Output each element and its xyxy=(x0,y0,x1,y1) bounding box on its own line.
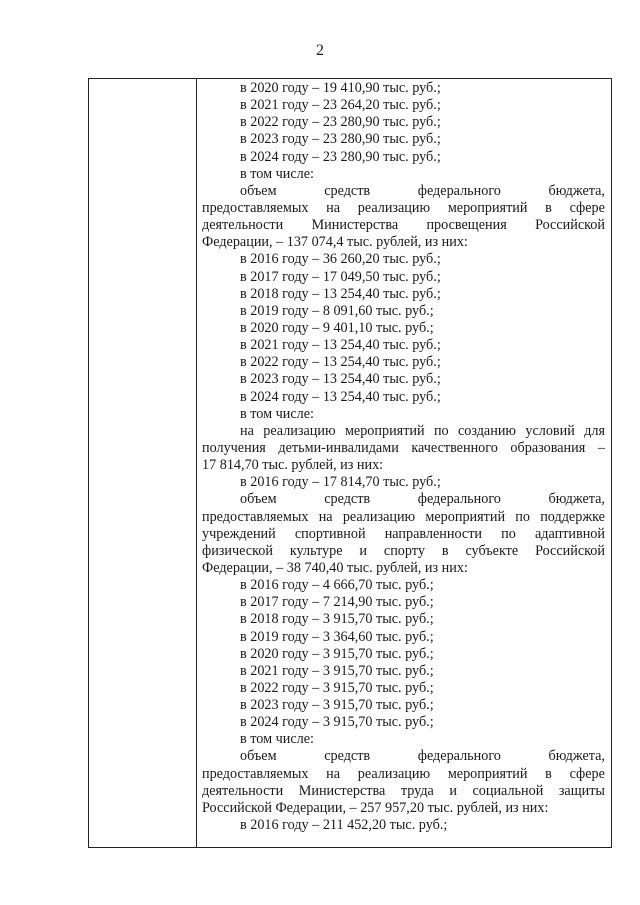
text-line xyxy=(197,491,605,508)
text-line: в 2018 году – 3 915,70 тыс. руб.; xyxy=(240,611,434,628)
word: мероприятий xyxy=(447,765,528,782)
word: федерального xyxy=(417,748,501,765)
word: для xyxy=(584,422,605,439)
word: объем xyxy=(240,182,277,199)
word: мероприятий xyxy=(425,508,506,525)
word: спорту xyxy=(383,542,425,559)
text-line: в 2022 году – 3 915,70 тыс. руб.; xyxy=(240,679,434,696)
text-line xyxy=(197,200,605,217)
word: детьми-инвалидами xyxy=(278,439,399,456)
word: труда xyxy=(400,782,434,799)
word: физической xyxy=(202,542,273,559)
word: бюджета, xyxy=(548,182,605,199)
text-line: в 2023 году – 23 280,90 тыс. руб.; xyxy=(240,131,441,148)
word: созданию xyxy=(457,422,517,439)
word: в xyxy=(545,199,552,216)
table-left-column xyxy=(89,79,197,847)
word: адаптивной xyxy=(535,525,605,542)
word: спортивной xyxy=(294,525,366,542)
page-number: 2 xyxy=(316,42,324,59)
word: предоставляемых xyxy=(202,508,309,525)
text-line xyxy=(197,509,605,526)
text-line: в 2021 году – 23 264,20 тыс. руб.; xyxy=(240,97,441,114)
text-line: в 2017 году – 7 214,90 тыс. руб.; xyxy=(240,594,434,611)
text-line: в 2017 году – 17 049,50 тыс. руб.; xyxy=(240,268,441,285)
word: – xyxy=(597,439,605,456)
text-line: в 2020 году – 19 410,90 тыс. руб.; xyxy=(240,80,441,96)
word: федерального xyxy=(417,182,501,199)
word: субъекте xyxy=(465,542,519,559)
word: по xyxy=(515,508,530,525)
text-line xyxy=(197,440,605,457)
word: деятельности xyxy=(202,217,284,234)
word: условий xyxy=(525,422,575,439)
word: просвещения xyxy=(426,217,507,234)
text-line: в том числе: xyxy=(240,405,314,422)
word: Российской xyxy=(535,542,605,559)
word: качественного xyxy=(411,439,498,456)
text-line: в 2024 году – 13 254,40 тыс. руб.; xyxy=(240,388,441,405)
word: на xyxy=(240,422,254,439)
text-line xyxy=(197,783,605,800)
word: поддержке xyxy=(540,508,605,525)
word: Министерства xyxy=(298,782,386,799)
word: и xyxy=(359,542,368,559)
text-line xyxy=(197,543,605,560)
word: федерального xyxy=(417,491,501,508)
word: деятельности xyxy=(202,782,284,799)
text-line xyxy=(197,423,605,440)
word: направленности xyxy=(384,525,482,542)
text-line: в 2016 году – 17 814,70 тыс. руб.; xyxy=(240,474,441,491)
text-line: в том числе: xyxy=(240,731,314,748)
word: мероприятий xyxy=(344,422,425,439)
word: Министерства xyxy=(311,217,399,234)
text-line: в 2024 году – 23 280,90 тыс. руб.; xyxy=(240,148,441,165)
word: учреждений xyxy=(202,525,276,542)
text-line: Федерации, – 38 740,40 тыс. рублей, из них: xyxy=(202,559,468,576)
word: бюджета, xyxy=(548,491,605,508)
text-line: в 2022 году – 13 254,40 тыс. руб.; xyxy=(240,354,441,371)
word: на xyxy=(326,199,341,216)
word: по xyxy=(501,525,516,542)
word: Российской xyxy=(535,217,605,234)
word: предоставляемых xyxy=(202,765,309,782)
word: бюджета, xyxy=(548,748,605,765)
text-line xyxy=(197,526,605,543)
text-line: в 2023 году – 13 254,40 тыс. руб.; xyxy=(240,371,441,388)
text-line: в 2023 году – 3 915,70 тыс. руб.; xyxy=(240,697,434,714)
text-line: в 2020 году – 9 401,10 тыс. руб.; xyxy=(240,319,434,336)
text-line: в 2016 году – 4 666,70 тыс. руб.; xyxy=(240,577,434,594)
text-line: в 2020 году – 3 915,70 тыс. руб.; xyxy=(240,645,434,662)
text-line: в 2016 году – 211 452,20 тыс. руб.; xyxy=(240,817,448,834)
word: сфере xyxy=(569,199,605,216)
word: защиты xyxy=(558,782,605,799)
text-line: в 2016 году – 36 260,20 тыс. руб.; xyxy=(240,251,441,268)
word: на xyxy=(326,765,341,782)
text-line: Федерации, – 137 074,4 тыс. рублей, из них: xyxy=(202,234,468,251)
text-line xyxy=(197,217,605,234)
word: в xyxy=(441,542,449,559)
text-line: в 2019 году – 8 091,60 тыс. руб.; xyxy=(240,302,434,319)
document-table xyxy=(88,78,612,848)
word: по xyxy=(433,422,449,439)
word: реализацию xyxy=(342,508,416,525)
text-line: в 2018 году – 13 254,40 тыс. руб.; xyxy=(240,285,441,302)
word: культуре xyxy=(289,542,343,559)
text-line: в 2021 году – 3 915,70 тыс. руб.; xyxy=(240,662,434,679)
word: объем xyxy=(240,748,277,765)
text-line: в 2024 году – 3 915,70 тыс. руб.; xyxy=(240,714,434,731)
text-line xyxy=(197,183,605,200)
word: средств xyxy=(324,182,371,199)
word: сфере xyxy=(569,765,605,782)
text-line: Российской Федерации, – 257 957,20 тыс. рублей, из них: xyxy=(202,799,549,816)
text-line: в том числе: xyxy=(240,165,314,182)
word: социальной xyxy=(472,782,544,799)
word: в xyxy=(545,765,552,782)
text-line: 17 814,70 тыс. рублей, из них: xyxy=(202,457,384,474)
word: мероприятий xyxy=(447,199,528,216)
table-right-column xyxy=(197,80,605,847)
word: реализацию xyxy=(357,199,431,216)
word: средств xyxy=(324,491,371,508)
word: реализацию xyxy=(357,765,431,782)
word: реализацию xyxy=(263,422,336,439)
word: средств xyxy=(324,748,371,765)
text-line: в 2022 году – 23 280,90 тыс. руб.; xyxy=(240,114,441,131)
word: образования xyxy=(510,439,586,456)
text-line xyxy=(197,748,605,765)
word: и xyxy=(449,782,457,799)
text-line: в 2021 году – 13 254,40 тыс. руб.; xyxy=(240,337,441,354)
word: предоставляемых xyxy=(202,199,309,216)
word: объем xyxy=(240,491,277,508)
word: получения xyxy=(202,439,266,456)
word: на xyxy=(318,508,333,525)
text-line: в 2019 году – 3 364,60 тыс. руб.; xyxy=(240,628,434,645)
text-line xyxy=(197,766,605,783)
